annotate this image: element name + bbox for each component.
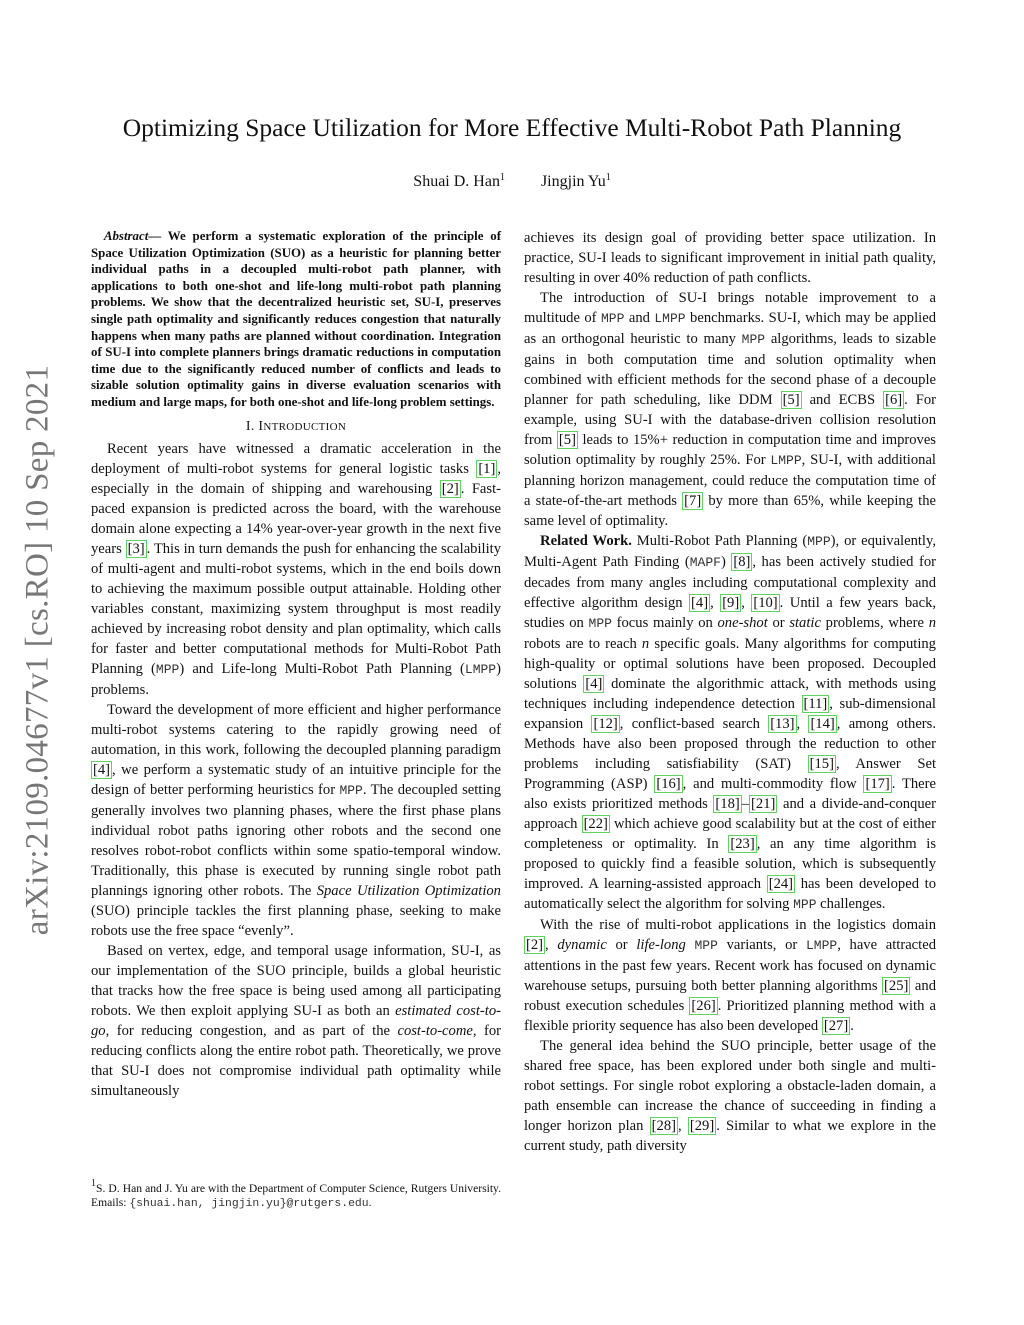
text-run: , and multi-commodity flow <box>682 776 864 792</box>
arxiv-sidebar-stamp <box>8 350 68 950</box>
citation-link[interactable]: [22] <box>583 816 608 832</box>
text-run: . This in turn demands the push for enhancing the scalability of multi-agent and multi-robot systems, which in the end boils down to achieving the maximum possible output attainable. Holding other variables constant, maximizing system throughput is most readily achieved by increasing robot density and plan optimality, which calls for faster and better computational methods for Multi-Robot Path Planning ( <box>91 540 501 677</box>
text-run: , <box>545 937 558 953</box>
text-run: . There also exists prioritized methods <box>524 776 937 812</box>
text-run: , among others. Methods have also been proposed through the reduction to other problems including satisfiability (SAT) <box>524 716 936 772</box>
acronym: LMPP <box>805 938 838 953</box>
acronym: MPP <box>601 311 625 326</box>
citation-link[interactable]: [10] <box>753 595 778 611</box>
acronym: LMPP <box>770 453 802 468</box>
citation-link[interactable]: [12] <box>593 716 618 732</box>
acronym: MPP <box>694 938 718 953</box>
paragraph-p1 <box>91 439 501 700</box>
text-run: has been developed to automatically select the algorithm for solving <box>524 876 936 912</box>
text-run: Based on vertex, edge, and temporal usage information, SU-I, as our implementation of the SUO principle, builds a global heuristic that tracks how the free space is being used among all participating robots. We then exploit applying SU-I as both an <box>91 942 501 1019</box>
text-run: . Similar to what we explore in the current study, path diversity <box>524 1118 937 1154</box>
section-title-smallcaps: NTRODUCTION <box>263 420 347 433</box>
text-run <box>686 937 695 953</box>
acronym: MAPF <box>689 555 721 570</box>
acronym: MPP <box>588 616 612 631</box>
emphasis: dynamic <box>557 937 607 953</box>
text-run: . The decoupled setting generally involves two planning phases, where the first phase plans individual robot paths ignoring other robots and the second one resolves robot-robot conflicts within some spatio-temporal window. Traditionally, this phase is executed by running single robot path plannings ignoring other robots. The <box>91 781 502 899</box>
author-1 <box>413 173 505 190</box>
text-run: specific goals. Many algorithms for computing high-quality or optimal solutions have been proposed. Decoupled solutions <box>524 636 936 692</box>
text-run: , an any time algorithm is proposed to quickly find a feasible solution, which is subsequently improved. A learning-assisted approach <box>524 836 936 892</box>
citation-link[interactable]: [2] <box>441 480 459 497</box>
text-run: focus mainly on <box>611 615 718 631</box>
citation-link[interactable]: [5] <box>558 432 576 448</box>
text-run: , SU-I, with additional planning horizon management, could reduce the computation time of a state-of-the-art methods <box>524 452 936 509</box>
text-run: , <box>710 595 721 611</box>
citation-link[interactable]: [15] <box>809 756 834 772</box>
footnote-end: . <box>368 1196 372 1209</box>
text-run: – <box>741 796 750 812</box>
paragraph-r2 <box>524 288 936 531</box>
text-run: or <box>767 615 790 631</box>
text-run: ) <box>720 554 732 570</box>
text-run: Recent years have witnessed a dramatic acceleration in the deployment of multi-robot systems for general logistic tasks <box>91 440 501 477</box>
citation-link[interactable]: [6] <box>885 392 903 408</box>
text-run: . Prioritized planning method with a flexible priority sequence has also been developed <box>524 998 936 1034</box>
text-run: , has been actively studied for decades from many angles including computational complexity and effective algorithm design <box>524 554 936 611</box>
author-2-affil: 1 <box>605 172 611 183</box>
acronym: LMPP <box>464 661 497 677</box>
paragraph-r5 <box>524 1036 936 1156</box>
arxiv-id: arXiv:2109.04677v1 [cs.RO] 10 Sep 2021 <box>19 364 56 936</box>
text-run: achieves its design goal of providing better space utilization. In practice, SU-I leads to significant improvement in initial path quality, resulting in over 40% reduction of path conflicts. <box>524 230 936 286</box>
text-run: , especially in the domain of shipping and warehousing <box>91 460 501 497</box>
text-run: or <box>606 937 637 953</box>
acronym: MPP <box>339 782 363 798</box>
text-run: by more than 65%, while keeping the same level of optimality. <box>524 493 937 529</box>
citation-link[interactable]: [14] <box>810 716 835 732</box>
citation-link[interactable]: [9] <box>722 595 740 611</box>
text-run: (SUO) principle tackles the first planning phase, seeking to make robots use the free space “evenly”. <box>91 902 501 939</box>
abstract-label: Abstract <box>103 229 149 243</box>
text-run: problems, where <box>820 615 929 631</box>
text-run: . <box>850 1018 854 1034</box>
paragraph-r1 <box>524 228 936 288</box>
emphasis: cost-to-come <box>397 1022 473 1039</box>
citation-link[interactable]: [11] <box>803 696 828 712</box>
left-column <box>91 228 501 1101</box>
citation-link[interactable]: [21] <box>751 796 776 812</box>
text-run: algorithms, leads to sizable gains in both computation time and solution optimality when combined with efficient methods for the second phase of a decouple planner for path scheduling, like DDM <box>524 331 936 408</box>
acronym: LMPP <box>654 311 686 326</box>
left-body <box>91 439 501 1101</box>
text-run: ) problems. <box>91 660 501 698</box>
citation-link[interactable]: [25] <box>884 978 909 994</box>
text-run: , sub-dimensional expansion <box>524 696 936 732</box>
citation-link[interactable]: [7] <box>684 493 702 509</box>
abstract-text: We perform a systematic exploration of the principle of Space Utilization Optimization (SUO) as a heuristic for planning better individual paths in a decoupled multi-robot path planner, with applications to both one-shot and life-long multi-robot path planning problems. We show that the decentralized heuristic set, SU-I, preserves single path optimality and significantly reduces congestion that naturally happens when many paths are planned without coordination. Integration of SU-I into complete planners brings dramatic reductions in computation time due to the significantly reduced number of conflicts and leads to sizable solution optimality gains in diverse evaluation scenarios with medium and large maps, for both one-shot and life-long problem settings. <box>91 229 501 409</box>
text-run: . Until a few years back, studies on <box>524 595 937 631</box>
text-run: , Answer Set Programming (ASP) <box>524 756 936 792</box>
citation-link[interactable]: [26] <box>691 998 716 1014</box>
author-line <box>0 173 1024 191</box>
emphasis: static <box>789 615 821 631</box>
acronym: MPP <box>793 897 817 912</box>
citation-link[interactable]: [18] <box>715 796 740 812</box>
paragraph-r4 <box>524 915 936 1036</box>
text-run: , have attracted attentions in the past few years. Recent work has focused on dynamic warehouse setups, pursuing both better planning algorithms <box>524 937 936 994</box>
text-run: leads to 15%+ reduction in computation time and improves solution optimality by roughly 25%. For <box>524 432 936 468</box>
author-1-affil: 1 <box>499 172 505 183</box>
emphasis: life-long <box>636 937 686 953</box>
text-run: robots are to reach <box>524 636 642 652</box>
text-run: and <box>624 310 655 326</box>
text-run: , <box>796 716 809 732</box>
acronym: MPP <box>807 534 831 549</box>
citation-link[interactable]: [16] <box>656 776 681 792</box>
text-run: Toward the development of more efficient and higher performance multi-robot systems catering to the rapidly growing need of automation, in this work, following the decoupled planning paradigm <box>91 701 501 758</box>
text-run: ) and Life-long Multi-Robot Path Planning ( <box>179 660 465 677</box>
citation-link[interactable]: [8] <box>733 554 751 570</box>
author-2-name: Jingjin Yu <box>540 173 606 190</box>
text-run: The introduction of SU-I brings notable improvement to a multitude of <box>524 290 936 326</box>
emphasis: n <box>641 636 650 652</box>
text-run: , conflict-based search <box>619 716 769 732</box>
text-run: which achieve good scalability but at the cost of either completeness or optimality. In <box>524 816 936 852</box>
footnote-text: S. D. Han and J. Yu are with the Department of Computer Science, Rutgers University. Emails: <box>91 1182 501 1209</box>
citation-link[interactable]: [1] <box>478 460 496 477</box>
text-run: and ECBS <box>801 392 884 408</box>
text-run: and robust execution schedules <box>524 978 936 1014</box>
section-number: I. <box>245 418 259 434</box>
abstract <box>91 228 501 411</box>
text-run: Multi-Robot Path Planning ( <box>631 533 808 549</box>
run-in-heading: Related Work. <box>540 533 632 549</box>
footnote-emails: {shuai.han, jingjin.yu}@rutgers.edu <box>129 1198 369 1210</box>
citation-link[interactable]: [4] <box>691 595 709 611</box>
footnote <box>91 1178 501 1211</box>
text-run: , <box>677 1118 688 1134</box>
text-run: , for reducing conflicts along the entire robot path. Theoretically, we prove that SU-I does not compromise individual path optimality while simultaneously <box>91 1022 501 1099</box>
text-run: dominate the algorithmic attack, with methods using techniques including independence detection <box>524 676 937 712</box>
emphasis: Space Utilization Optimization <box>316 882 501 899</box>
text-run: variants, or <box>717 937 806 953</box>
text-run: , for reducing congestion, and as part of the <box>105 1022 398 1039</box>
citation-link[interactable]: [3] <box>127 540 145 557</box>
citation-link[interactable]: [23] <box>730 836 755 852</box>
author-2 <box>541 173 611 190</box>
right-column <box>524 228 936 1156</box>
citation-link[interactable]: [24] <box>768 876 794 892</box>
acronym: MPP <box>155 661 180 677</box>
right-body <box>524 228 936 1156</box>
citation-link[interactable]: [4] <box>585 676 603 692</box>
paragraph-r3 <box>524 531 936 915</box>
section-heading-introduction <box>91 417 501 437</box>
text-run: . For example, using SU-I with the database-driven collision resolution from <box>524 392 937 448</box>
citation-link[interactable]: [28] <box>651 1118 676 1134</box>
text-run: ), or equivalently, Multi-Agent Path Finding ( <box>524 533 936 570</box>
citation-link[interactable]: [29] <box>689 1118 715 1134</box>
text-run: The general idea behind the SUO principle, better usage of the shared free space, has been explored under both single and multi-robot settings. For single robot exploring a obstacle-laden domain, a path ensemble can increase the chance of succeeding in finding a longer horizon plan <box>524 1038 936 1134</box>
paper-title: Optimizing Space Utilization for More Effective Multi-Robot Path Planning <box>122 113 902 142</box>
text-run: , we perform a systematic study of an intuitive principle for the design of better performing heuristics for <box>91 761 501 798</box>
paragraph-p2 <box>91 700 501 941</box>
acronym: MPP <box>741 332 766 347</box>
citation-link[interactable]: [4] <box>93 761 111 778</box>
text-run: . Fast-paced expansion is predicted across the board, with the warehouse domain alone expecting a 14% year-over-year growth in the next five years <box>91 480 502 557</box>
citation-link[interactable]: [2] <box>526 937 544 953</box>
citation-link[interactable]: [5] <box>782 392 800 408</box>
section-title-initial: I <box>258 418 264 434</box>
footnote-mark: 1 <box>91 1178 96 1189</box>
emphasis: one-shot <box>717 615 768 631</box>
text-run: , <box>741 595 752 611</box>
citation-link[interactable]: [13] <box>770 716 795 732</box>
text-run: benchmarks. SU-I, which may be applied as an orthogonal heuristic to many <box>524 310 936 347</box>
citation-link[interactable]: [27] <box>823 1018 849 1034</box>
citation-link[interactable]: [17] <box>865 776 890 792</box>
emphasis: estimated cost-to-go <box>91 1002 501 1039</box>
paragraph-p3 <box>91 941 501 1101</box>
text-run: With the rise of multi-robot applications in the logistics domain <box>540 917 936 933</box>
emphasis: n <box>928 615 936 631</box>
abstract-dash: — <box>148 229 168 243</box>
text-run: challenges. <box>816 896 886 912</box>
text-run: and a divide-and-conquer approach <box>524 796 936 832</box>
author-1-name: Shuai D. Han <box>413 173 500 190</box>
